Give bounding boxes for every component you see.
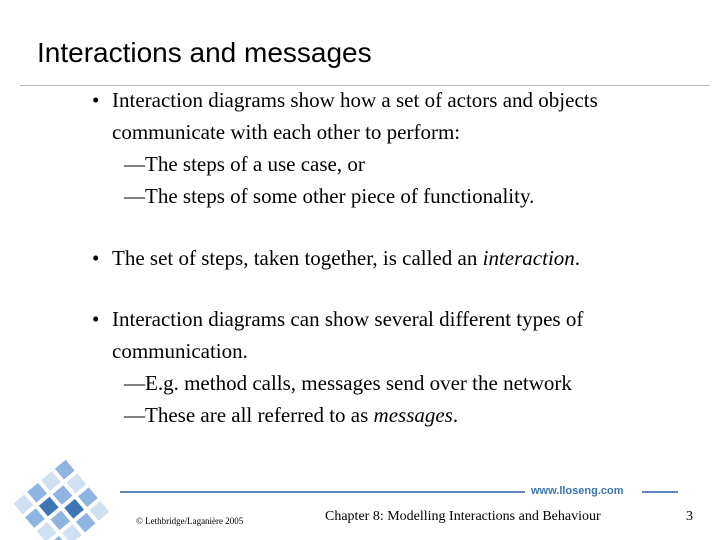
bullet-dot: •	[92, 88, 100, 112]
slide-title: Interactions and messages	[37, 37, 372, 68]
bullet-1	[92, 84, 702, 212]
bullet-2-text	[112, 242, 702, 274]
bullet-1-text: Interaction diagrams show how a set of actors and objects communicate with each other to perform:	[112, 88, 598, 144]
footer-divider-end	[642, 491, 678, 493]
bullet-2	[92, 242, 702, 274]
bullet-3-sub-2-start: —These are all referred to as	[124, 403, 374, 427]
bullet-3-sub-2-end: .	[452, 403, 459, 427]
bullet-1-sub-1: —The steps of a use case, or	[124, 152, 365, 176]
bullet-3	[92, 303, 702, 431]
bullet-dot: •	[92, 246, 100, 270]
bullet-3-sub-2	[112, 399, 702, 431]
website-label: www.lloseng.com	[531, 485, 624, 497]
tile-pattern-logo	[0, 455, 120, 540]
bullet-2-text-end: .	[574, 246, 581, 270]
bullet-1-sub-2: —The steps of some other piece of functionality.	[124, 184, 535, 208]
bullet-2-emphasis: interaction	[482, 246, 575, 270]
bullet-3-sub-2-emphasis: messages	[373, 403, 453, 427]
page-number: 3	[686, 509, 693, 524]
copyright-text: © Lethbridge/Laganière 2005	[136, 516, 244, 526]
bullet-2-text-start: The set of steps, taken together, is called an	[112, 246, 483, 270]
footer-divider	[120, 491, 525, 493]
slide-body	[92, 84, 702, 431]
chapter-label: Chapter 8: Modelling Interactions and Behaviour	[325, 509, 601, 524]
bullet-3-text: Interaction diagrams can show several different types of communication.	[112, 307, 584, 363]
bullet-dot: •	[92, 307, 100, 331]
bullet-3-sub-1: —E.g. method calls, messages send over the network	[124, 371, 572, 395]
